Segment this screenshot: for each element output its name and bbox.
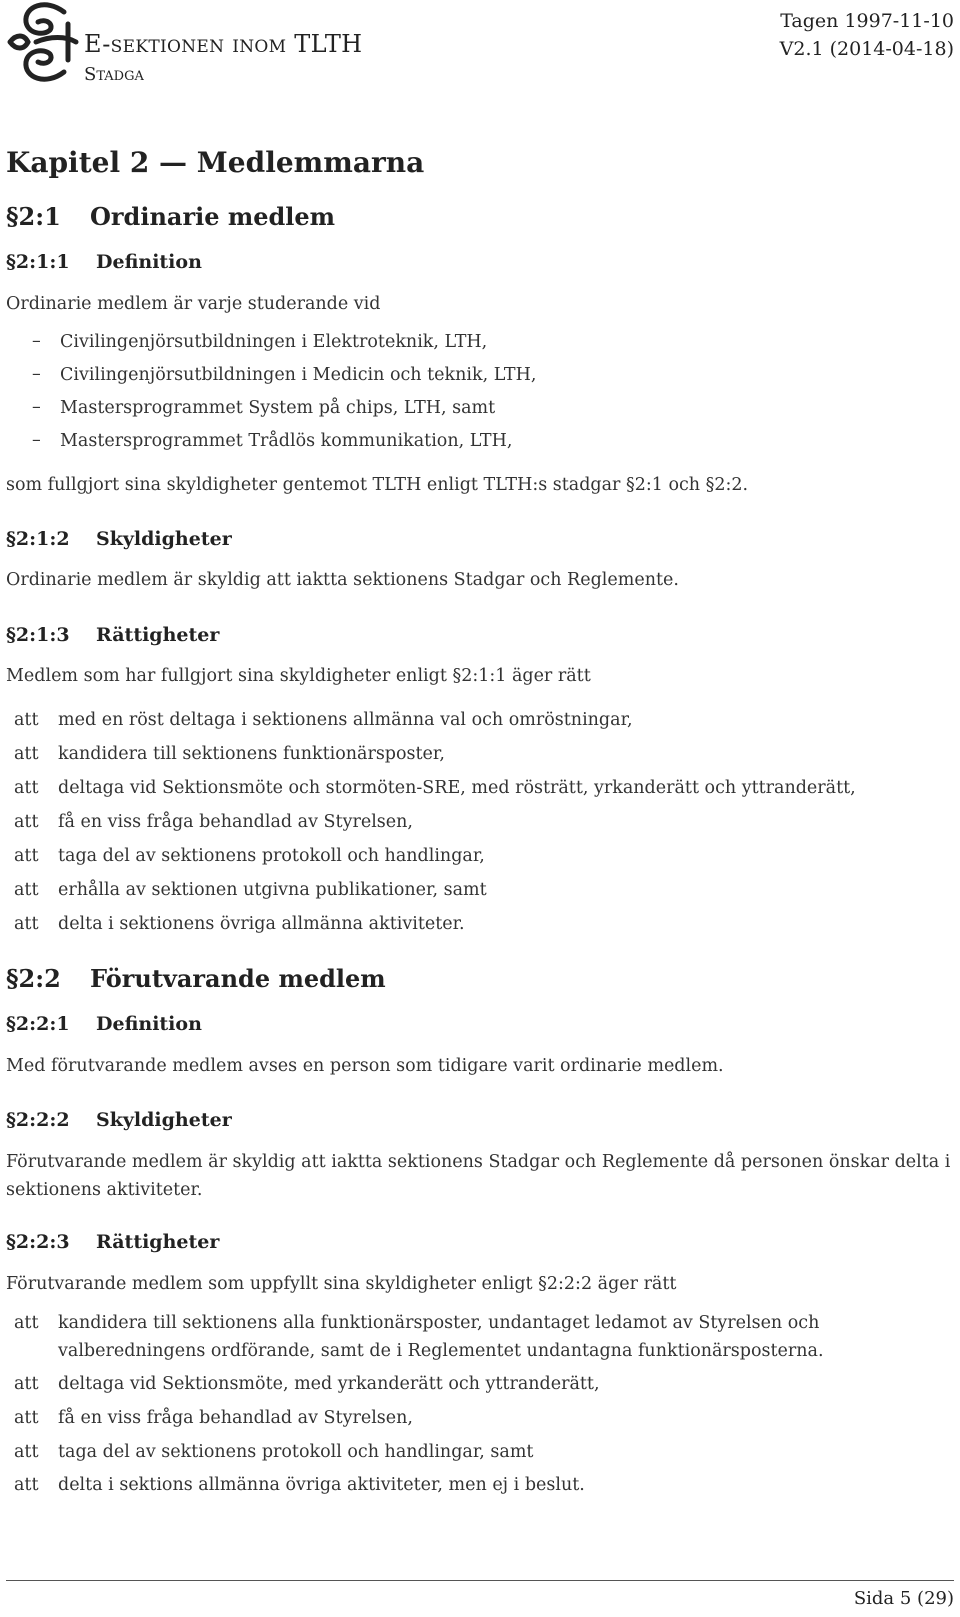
subsection-title: Skyldigheter — [96, 1109, 232, 1131]
footer-rule — [6, 1580, 954, 1581]
section-heading-ordinarie-medlem — [6, 202, 335, 231]
adoption-date: Tagen 1997-11-10 — [780, 10, 954, 32]
att-list-item: att kandidera till sektionens funktionärsposter, — [14, 744, 445, 764]
page-number: Sida 5 (29) — [853, 1588, 954, 1609]
subsection-heading-rattigheter — [6, 1231, 219, 1253]
paragraph: Förutvarande medlem är skyldig att iaktta sektionens Stadgar och Reglemente då personen önskar delta i sektionens aktiviteter. — [6, 1152, 951, 1200]
att-list-item: att kandidera till sektionens alla funktionärsposter, undantaget ledamot av Styrelsen och valberedningens ordförande, samt de i Reglementet undantagna funktionärsposterna. — [14, 1313, 824, 1361]
att-list-item: att erhålla av sektionen utgivna publikationer, samt — [14, 880, 487, 900]
att-list-item: att taga del av sektionens protokoll och handlingar, — [14, 846, 485, 866]
subsection-number: §2:2:1 — [6, 1013, 70, 1035]
subsection-heading-rattigheter — [6, 624, 219, 646]
dash-bullet-icon: – — [32, 331, 41, 351]
att-list-item: att delta i sektions allmänna övriga aktiviteter, men ej i beslut. — [14, 1475, 585, 1495]
section-number: §2:2 — [6, 964, 61, 993]
subsection-number: §2:1:2 — [6, 528, 70, 550]
dash-bullet-icon: – — [32, 364, 41, 384]
paragraph: Ordinarie medlem är varje studerande vid — [6, 294, 381, 314]
organization-name: E-sektionen inom TLTH — [84, 30, 363, 58]
section-title: Ordinarie medlem — [90, 202, 336, 231]
subsection-number: §2:2:2 — [6, 1109, 70, 1131]
att-list-item: att taga del av sektionens protokoll och handlingar, samt — [14, 1442, 534, 1462]
paragraph: Förutvarande medlem som uppfyllt sina skyldigheter enligt §2:2:2 äger rätt — [6, 1274, 677, 1294]
att-list-item: att deltaga vid Sektionsmöte, med yrkanderätt och yttranderätt, — [14, 1374, 600, 1394]
subsection-number: §2:1:3 — [6, 624, 70, 646]
section-number: §2:1 — [6, 202, 61, 231]
section-title: Förutvarande medlem — [90, 964, 386, 993]
paragraph: Ordinarie medlem är skyldig att iaktta sektionens Stadgar och Reglemente. — [6, 570, 679, 590]
att-list-item: att med en röst deltaga i sektionens allmänna val och omröstningar, — [14, 710, 633, 730]
subsection-title: Definition — [96, 251, 202, 273]
document-page: E-sektionen inom TLTH Stadga Tagen 1997-11-10 V2.1 (2014-04-18) Kapitel 2 — Medlemmarna §2:1 Ordinarie medlem §2:1:1 Definition Ordinarie medlem är varje studerande vid – Civilingenjörsutbildningen i Elektroteknik, LTH, – Civilingenjörsutbildningen i Medicin och teknik, LTH, – Mastersprogrammet System på chips, LTH, samt – Mastersprogrammet Trådlös kommunikation, LTH, som fullgjort sina skyldigheter gentemot TLTH enligt TLTH:s stadgar §2:1 och §2:2. §2:1:2 Skyldigheter Ordinarie medlem är skyldig att iaktta sektionens Stadgar och Reglemente. §2:1:3 Rättigheter Medlem som har fullgjort sina skyldigheter enligt §2:1:1 äger rätt att med en röst deltaga i sektionens allmänna val och omröstningar, att kandidera till sektionens funktionärsposter, att deltaga vid Sektionsmöte och stormöten-SRE, med rösträtt, yrkanderätt och yttranderätt, att få en viss fråga behandlad av Styrelsen, att taga del av sektionens protokoll och handlingar, att erhålla av sektionen utgivna publikationer, samt att delta i sektionens övriga allmänna aktiviteter. §2:2 Förutvarande medlem §2:2:1 Definition Med förutvarande medlem avses en person som tidigare varit ordinarie medlem. §2:2:2 Skyldigheter Förutvarande medlem är skyldig att iaktta sektionens Stadgar och Reglemente då personen önskar delta i sektionens aktiviteter. §2:2:3 Rättigheter Förutvarande medlem som uppfyllt sina skyldigheter enligt §2:2:2 äger rätt att kandidera till sektionens alla funktionärsposter, undantaget ledamot av Styrelsen och valberedningens ordförande, samt de i Reglementet undantagna funktionärsposterna. att deltaga vid Sektionsmöte, med yrkanderätt och yttranderätt, att få en viss fråga behandlad av Styrelsen, att taga del av sektionens protokoll och handlingar, samt att delta i sektions allmänna övriga aktiviteter, men ej i beslut. Sida 5 (29) — [0, 0, 960, 1617]
subsection-heading-definition — [6, 251, 202, 273]
paragraph: Med förutvarande medlem avses en person som tidigare varit ordinarie medlem. — [6, 1056, 724, 1076]
att-list-item: att få en viss fråga behandlad av Styrelsen, — [14, 1408, 413, 1428]
section-heading-forutvarande-medlem — [6, 964, 386, 993]
paragraph: som fullgjort sina skyldigheter gentemot TLTH enligt TLTH:s stadgar §2:1 och §2:2. — [6, 475, 749, 495]
att-list-item: att deltaga vid Sektionsmöte och stormöten-SRE, med rösträtt, yrkanderätt och yttranderätt, — [14, 778, 856, 798]
subsection-title: Skyldigheter — [96, 528, 232, 550]
dash-bullet-icon: – — [32, 430, 41, 450]
chapter-heading: Kapitel 2 — Medlemmarna — [6, 146, 425, 179]
att-list-item: att få en viss fråga behandlad av Styrelsen, — [14, 812, 413, 832]
subsection-title: Definition — [96, 1013, 202, 1035]
document-title: Stadga — [84, 64, 144, 85]
paragraph: Medlem som har fullgjort sina skyldigheter enligt §2:1:1 äger rätt — [6, 666, 591, 686]
version-label: V2.1 (2014-04-18) — [779, 38, 954, 60]
subsection-title: Rättigheter — [96, 1231, 220, 1253]
subsection-title: Rättigheter — [96, 624, 220, 646]
subsection-number: §2:2:3 — [6, 1231, 70, 1253]
e-sektionen-logo-icon — [6, 0, 80, 84]
subsection-heading-skyldigheter — [6, 528, 232, 550]
dash-bullet-icon: – — [32, 397, 41, 417]
subsection-number: §2:1:1 — [6, 251, 70, 273]
subsection-heading-definition — [6, 1013, 202, 1035]
att-list-item: att delta i sektionens övriga allmänna aktiviteter. — [14, 914, 465, 934]
subsection-heading-skyldigheter — [6, 1109, 232, 1131]
